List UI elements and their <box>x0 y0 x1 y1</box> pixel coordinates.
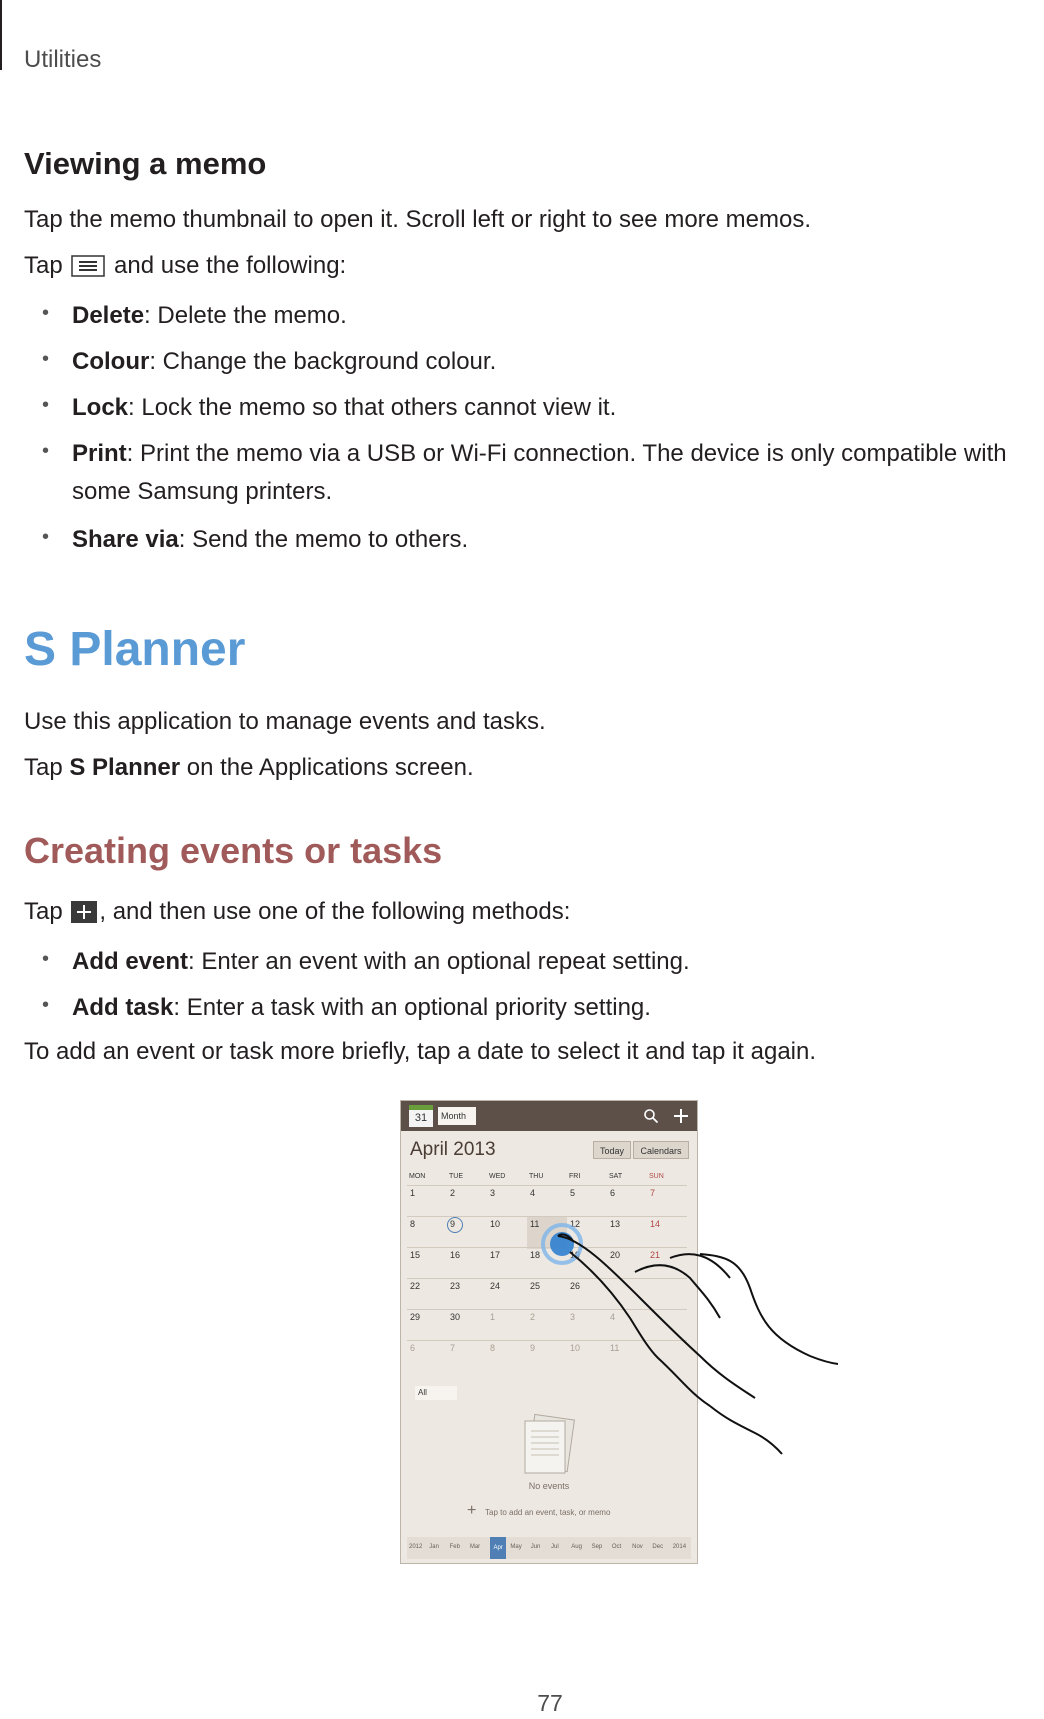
filter-select[interactable]: All <box>415 1386 457 1400</box>
weekday-header: THU <box>529 1173 544 1180</box>
day-cell[interactable]: 29 <box>407 1309 447 1342</box>
day-cell[interactable]: 19 <box>567 1247 607 1280</box>
day-cell[interactable]: 4 <box>607 1309 647 1342</box>
day-cell[interactable]: 16 <box>447 1247 487 1280</box>
day-cell[interactable]: 23 <box>447 1278 487 1311</box>
plus-icon[interactable]: + <box>467 1502 477 1519</box>
timeline-item[interactable]: Jan <box>429 1544 439 1550</box>
timeline-item[interactable]: Dec <box>652 1544 664 1550</box>
day-cell[interactable]: 4 <box>527 1185 567 1218</box>
day-cell[interactable]: 8 <box>487 1340 527 1373</box>
weekday-header: SUN <box>649 1173 664 1180</box>
creating-tap-instruction: Tap , and then use one of the following methods: <box>24 898 571 925</box>
timeline-item[interactable]: Oct <box>611 1544 622 1550</box>
add-icon <box>71 901 97 923</box>
weekday-header: WED <box>489 1173 506 1180</box>
timeline-item[interactable]: 2012 <box>409 1544 423 1550</box>
timeline-item[interactable]: Feb <box>449 1544 460 1550</box>
day-cell[interactable]: 1 <box>407 1185 447 1218</box>
heading-viewing-memo: Viewing a memo <box>24 146 267 181</box>
calendar-app-icon: 31 <box>409 1105 433 1127</box>
timeline-item[interactable]: Sep <box>591 1544 603 1550</box>
day-cell[interactable]: 9 <box>527 1340 567 1373</box>
timeline-item[interactable]: Jun <box>530 1544 541 1550</box>
day-cell[interactable]: 15 <box>407 1247 447 1280</box>
page-number: 77 <box>537 1690 563 1716</box>
calendars-button[interactable]: Calendars <box>633 1141 689 1159</box>
day-cell[interactable]: 12 <box>567 1216 607 1249</box>
day-cell[interactable]: 8 <box>407 1216 447 1249</box>
weekday-header: MON <box>409 1173 426 1180</box>
day-cell[interactable]: 11 <box>607 1340 647 1373</box>
day-cell[interactable]: 20 <box>607 1247 647 1280</box>
day-cell[interactable]: 21 <box>647 1247 687 1280</box>
day-cell[interactable]: 14 <box>647 1216 687 1249</box>
planner-intro: Use this application to manage events and tasks. <box>24 708 546 735</box>
day-cell[interactable]: 24 <box>487 1278 527 1311</box>
day-cell[interactable]: 30 <box>447 1309 487 1342</box>
day-cell[interactable]: 17 <box>487 1247 527 1280</box>
day-cell[interactable]: 7 <box>647 1185 687 1218</box>
list-item-continuation: some Samsung printers. <box>72 478 333 505</box>
day-cell[interactable]: 6 <box>607 1185 647 1218</box>
day-cell[interactable]: 3 <box>567 1309 607 1342</box>
timeline-item[interactable]: May <box>510 1544 522 1550</box>
day-cell[interactable]: 9 <box>447 1216 487 1249</box>
day-cell[interactable]: 25 <box>527 1278 567 1311</box>
memo-intro: Tap the memo thumbnail to open it. Scroll left or right to see more memos. <box>24 206 812 233</box>
timeline-item[interactable]: Jul <box>551 1544 559 1550</box>
today-marker <box>447 1217 463 1233</box>
day-cell[interactable]: 7 <box>447 1340 487 1373</box>
menu-icon <box>71 255 105 277</box>
day-cell[interactable]: 22 <box>407 1278 447 1311</box>
heading-creating-events: Creating events or tasks <box>24 830 443 871</box>
day-cell[interactable]: 3 <box>487 1185 527 1218</box>
search-icon[interactable] <box>643 1108 659 1124</box>
timeline-item[interactable]: 2014 <box>672 1544 687 1550</box>
tap-gesture-hand-icon <box>540 1208 840 1458</box>
no-events-label: No events <box>528 1481 570 1491</box>
day-cell[interactable]: 6 <box>407 1340 447 1373</box>
weekday-header: TUE <box>449 1173 463 1180</box>
section-header: Utilities <box>24 46 102 73</box>
month-title: April 2013 <box>410 1139 496 1160</box>
day-cell[interactable]: 10 <box>567 1340 607 1373</box>
add-item-hint[interactable]: Tap to add an event, task, or memo <box>485 1508 611 1517</box>
memo-tap-instruction: Tap and use the following: <box>24 252 347 279</box>
day-cell[interactable]: 10 <box>487 1216 527 1249</box>
timeline-item[interactable]: Aug <box>571 1544 582 1550</box>
planner-tap-instruction: Tap S Planner on the Applications screen. <box>24 754 474 781</box>
day-cell[interactable]: 13 <box>607 1216 647 1249</box>
heading-s-planner: S Planner <box>24 623 246 676</box>
day-cell[interactable]: 5 <box>567 1185 607 1218</box>
today-button[interactable]: Today <box>593 1141 631 1159</box>
page-edge-line <box>0 0 2 70</box>
day-cell[interactable]: 1 <box>487 1309 527 1342</box>
day-cell[interactable]: 18 <box>527 1247 567 1280</box>
view-select[interactable]: Month <box>438 1107 476 1125</box>
month-timeline[interactable] <box>407 1537 691 1559</box>
weekday-header: SAT <box>609 1173 623 1180</box>
weekday-header: FRI <box>569 1173 581 1180</box>
timeline-item[interactable]: Nov <box>632 1544 643 1550</box>
timeline-item[interactable]: Apr <box>490 1537 506 1559</box>
timeline-item[interactable]: Mar <box>469 1544 481 1550</box>
day-cell[interactable]: 26 <box>567 1278 607 1311</box>
day-cell[interactable]: 11 <box>527 1216 567 1249</box>
day-cell[interactable]: 2 <box>527 1309 567 1342</box>
day-cell[interactable]: 2 <box>447 1185 487 1218</box>
creating-note: To add an event or task more briefly, tap a date to select it and tap it again. <box>24 1038 817 1065</box>
add-icon[interactable] <box>673 1108 689 1124</box>
